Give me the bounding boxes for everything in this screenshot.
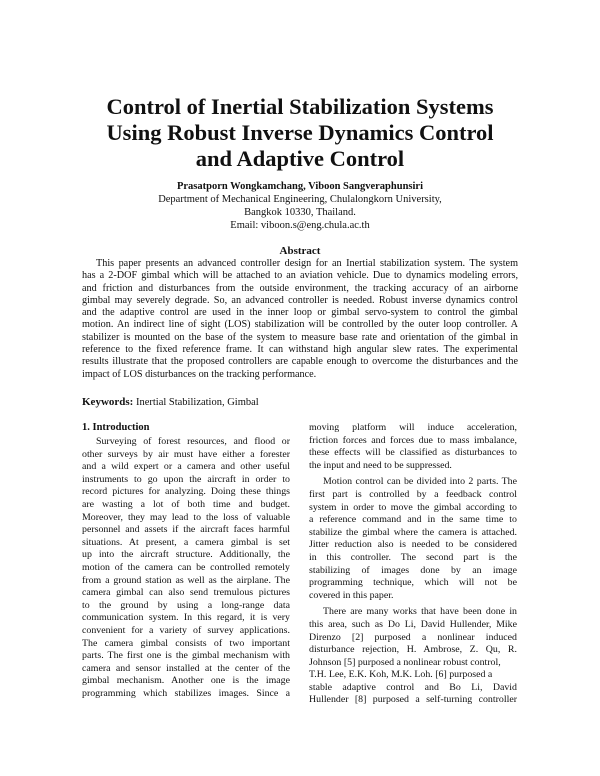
body-line: There are many works that have been done in: [323, 606, 517, 618]
body-line: instruments to go upon the aircraft in order to: [82, 473, 290, 485]
left-column: [82, 422, 290, 700]
body-line: Johnson [5] purposed a nonlinear robust control,: [309, 656, 501, 668]
body-line: these effects will be classified as disturbances to: [309, 447, 517, 459]
body-line: The camera gimbal consists of two important: [82, 637, 290, 649]
abstract-heading: Abstract: [279, 245, 321, 257]
body-line: in this controller. The second part is the: [309, 551, 517, 563]
body-line: first part is controlled by a feedback control: [309, 488, 517, 500]
abstract-line: impact of LOS disturbances on the tracking performance.: [82, 368, 317, 380]
body-line: Jitter reduction also is needed to be considered: [309, 539, 517, 551]
body-line: Moreover, they may lead to the loss of valuable: [82, 511, 290, 523]
body-line: situations. At present, a camera gimbal is set: [82, 536, 290, 548]
affiliation-line-1: Department of Mechanical Engineering, Chulalongkorn University,: [158, 194, 442, 205]
author-block: [60, 180, 540, 232]
body-line: programming technique, which will not be: [309, 577, 517, 589]
abstract-line: This paper presents an advanced controller design for an Inertial stabilization system. The system: [96, 258, 518, 269]
body-line: stabilize the gimbal where the camera is attached.: [309, 526, 517, 538]
abstract-line: has a 2-DOF gimbal which will be attached to an aviation vehicle. Due to dynamics modeling errors,: [82, 270, 518, 282]
title-line-1: Control of Inertial Stabilization Systems: [106, 94, 494, 119]
body-line: to the ground by using a long-range data: [82, 599, 290, 611]
body-line: convenient for a variety of survey applications.: [82, 624, 290, 636]
body-line: communication system. In this regard, it is very: [82, 612, 290, 624]
body-line: disturbance rejection, H. Ambrose, Z. Qu, R.: [309, 644, 517, 656]
body-line: the input and need to be suppressed.: [309, 459, 452, 471]
body-line: Motion control can be divided into 2 parts. The: [323, 476, 517, 488]
title-line-2: Using Robust Inverse Dynamics Control: [106, 120, 494, 145]
abstract-line: motion. An indirect line of sight (LOS) stabilization will be controlled by the outer loop controller. A: [82, 319, 518, 331]
body-line: record pictures for analyzing. Doing these things: [82, 486, 290, 498]
keywords: [82, 396, 259, 408]
body-line: programming which stabilizes images. Since a: [82, 687, 290, 699]
body-line: and a wild expert or a camera and other useful: [82, 461, 290, 473]
body-line: other surveys by air must have either a forester: [82, 448, 290, 460]
body-line: stabilizing of images done by an image: [309, 564, 517, 576]
body-line: friction forces and forces due to mass imbalance,: [309, 434, 517, 446]
abstract-line: reference to the fixed reference frame. It can withstand high angular slew rates. The experimental: [82, 344, 518, 356]
title-line-3: and Adaptive Control: [195, 146, 405, 171]
body-line: Direnzo [2] purposed a nonlinear induced: [309, 631, 517, 643]
author-names: Prasatporn Wongkamchang, Viboon Sangveraphunsiri: [176, 181, 424, 192]
keywords-label: Keywords:: [82, 396, 134, 408]
body-line: moving platform will induce acceleration,: [309, 422, 517, 433]
author-email: Email: viboon.s@eng.chula.ac.th: [230, 220, 370, 231]
keywords-value: Inertial Stabilization, Gimbal: [133, 397, 259, 408]
body-line: from a ground station as well as the airplane. The: [82, 574, 290, 586]
abstract-text: [82, 258, 518, 381]
body-line: camera gimbal can also send tremulous pictures: [82, 587, 290, 599]
abstract-line: and the adaptive control are used in the inner loop or gimbal servo-system to control the gimbal: [82, 307, 518, 319]
body-line: T.H. Lee, E.K. Koh, M.K. Loh. [6] purposed a: [309, 669, 493, 681]
body-line: up into the aircraft structure. Additionally, the: [82, 549, 290, 561]
body-line: camera and sensor installed at the center of the: [82, 662, 290, 674]
abstract-line: results illustrate that the proposed controllers are capable enough to overcome the disturbances and the: [82, 356, 518, 368]
body-line: parts. The first one is the gimbal mechanism with: [82, 650, 290, 662]
section-heading: 1. Introduction: [82, 422, 150, 433]
body-line: this area, such as Do Li, David Hullender, Mike: [309, 618, 517, 630]
body-line: motion of the camera can be controlled remotely: [82, 561, 290, 573]
body-line: stable adaptive control and Bo Li, David: [309, 681, 517, 693]
right-column: [309, 422, 517, 707]
body-line: Surveying of forest resources, and flood or: [96, 436, 290, 447]
body-line: covered in this paper.: [309, 589, 394, 601]
body-line: a reference command and in the same time to: [309, 514, 517, 526]
body-line: personnel and assets if the aircraft faces harmful: [82, 524, 290, 536]
body-line: gimbal mechanism. Another one is the image: [82, 675, 290, 687]
body-line: Hullender [8] purposed a self-turning controller: [309, 694, 517, 706]
abstract-line: stabilizer is mounted on the base of the system to measure base rate and orientation of the gimbal in: [82, 331, 518, 343]
abstract-line: and friction and disturbances from the outside environment, the tracking accuracy of an airborne: [82, 282, 518, 294]
body-line: are wasting a lot of both time and budget.: [82, 498, 290, 510]
affiliation-line-2: Bangkok 10330, Thailand.: [244, 207, 356, 218]
abstract-line: gimbal may severely degrade. So, an advanced controller is needed. Robust inverse dynamics control: [82, 294, 518, 306]
body-line: system in order to move the gimbal according to: [309, 501, 517, 513]
paper-title: [40, 94, 560, 172]
